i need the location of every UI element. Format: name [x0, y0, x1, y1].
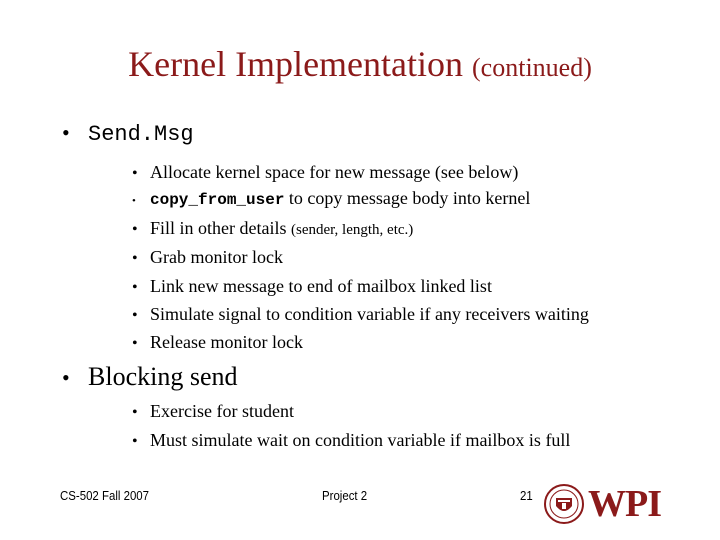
- list-item: [132, 245, 283, 269]
- list-item: [132, 428, 570, 452]
- wpi-seal-icon: [544, 484, 584, 524]
- item-text: Grab monitor lock: [150, 247, 283, 267]
- list-item: [132, 160, 518, 184]
- item-text: Release monitor lock: [150, 332, 303, 352]
- footer-project: Project 2: [322, 488, 368, 503]
- bullet-blocking-send-label: Blocking send: [88, 362, 238, 391]
- title-main: Kernel Implementation: [128, 44, 464, 84]
- bullet-dot: •: [132, 404, 138, 421]
- item-text: Exercise for student: [150, 401, 294, 421]
- bullet-dot: •: [132, 165, 138, 182]
- item-small-text: (sender, length, etc.): [291, 222, 414, 238]
- bullet-dot: •: [132, 279, 138, 296]
- bullet-dot: •: [132, 307, 138, 324]
- list-item: [132, 216, 413, 240]
- item-text: Link new message to end of mailbox linked list: [150, 276, 492, 296]
- list-item: [132, 399, 294, 423]
- item-text: to copy message body into kernel: [284, 188, 531, 208]
- bullet-sendmsg: [62, 120, 194, 147]
- slide-title: [0, 42, 720, 90]
- footer-page-number: 21: [520, 488, 533, 503]
- bullet-sendmsg-label: Send.Msg: [88, 122, 194, 147]
- item-text: Simulate signal to condition variable if any receivers waiting: [150, 304, 589, 324]
- wpi-logo: WPI: [588, 483, 661, 525]
- item-text: Must simulate wait on condition variable if mailbox is full: [150, 430, 571, 450]
- bullet-dot: •: [132, 195, 136, 207]
- bullet-dot: •: [132, 221, 138, 238]
- item-code: copy_from_user: [150, 191, 285, 209]
- bullet-blocking-send: [62, 362, 238, 392]
- item-text: Allocate kernel space for new message (see below): [150, 162, 519, 182]
- bullet-dot: •: [132, 250, 138, 267]
- list-item: [132, 186, 530, 210]
- bullet-dot: •: [132, 433, 138, 450]
- list-item: [132, 302, 589, 326]
- footer-course: CS-502 Fall 2007: [60, 488, 150, 503]
- item-text: Fill in other details: [150, 218, 291, 238]
- bullet-dot: •: [62, 365, 70, 390]
- bullet-dot: •: [132, 335, 138, 352]
- title-sub: (continued): [472, 53, 592, 82]
- list-item: [132, 274, 492, 298]
- list-item: [132, 330, 303, 354]
- bullet-dot: •: [62, 120, 70, 145]
